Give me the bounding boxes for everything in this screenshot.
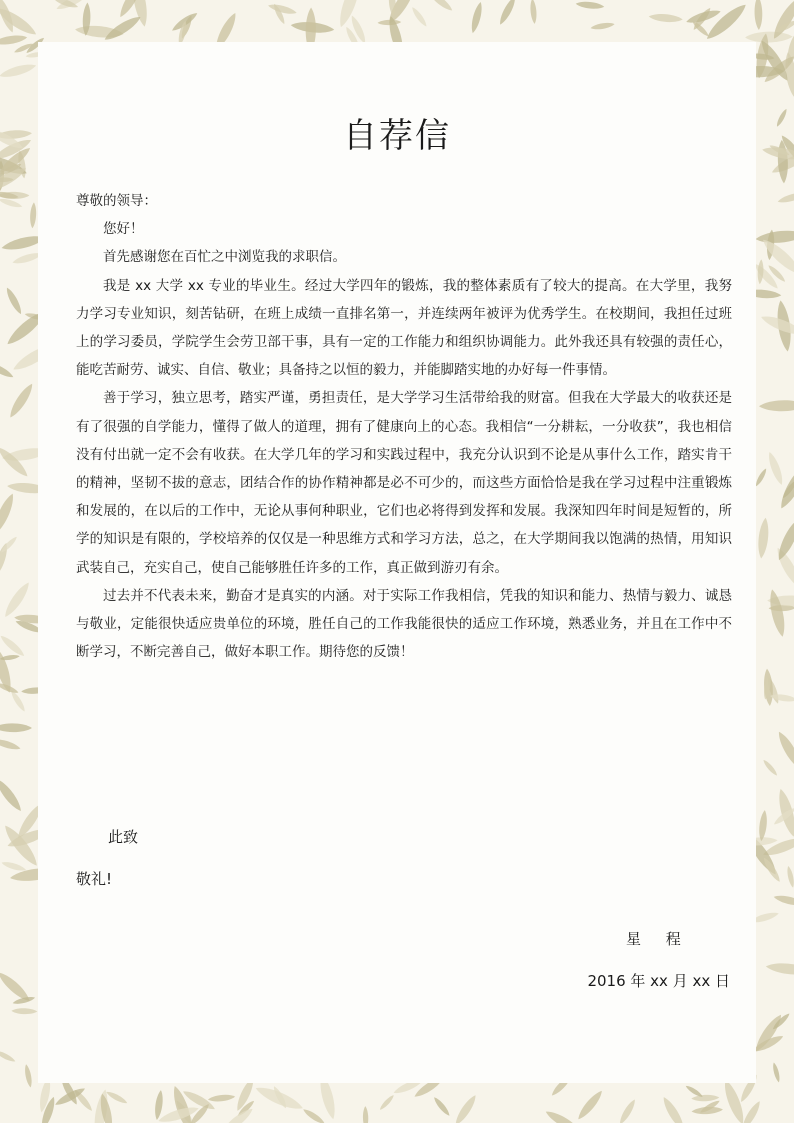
leaf-icon [761, 856, 782, 884]
leaf-icon [685, 1084, 704, 1099]
paragraph-2: 我是 xx 大学 xx 专业的毕业生。经过大学四年的锻炼，我的整体素质有了较大的提高。在大学里，我努力学习专业知识，刻苦钻研，在班上成绩一直排名第一，并连续两年被评为优秀学生。在校期间，我担任过班上的学习委员，学院学生会劳卫部干事，具有一定的工作能力和组织协调能力。此外我还具有较强的责任心，能吃苦耐劳、诚实、自信、敬业；具备持之以恒的毅力，并能脚踏实地的办好每一件事情。 [76, 277, 732, 379]
paragraph-4: 过去并不代表未来，勤奋才是真实的内涵。对于实际工作我相信，凭我的知识和能力、热情与毅力、诚恳与敬业，定能很快适应贵单位的环境，胜任自己的工作我能很快的适应工作环境，熟悉业务，并且在工作中不断学习，不断完善自己，做好本职工作。期待您的反馈！ [76, 587, 732, 661]
greeting: 尊敬的领导： [76, 193, 157, 209]
leaf-icon [720, 1078, 747, 1123]
leaf-icon [0, 776, 24, 814]
leaf-icon [774, 516, 794, 562]
leaf-icon [777, 190, 794, 205]
leaf-icon [7, 381, 36, 420]
leaf-icon [378, 1094, 395, 1112]
letter-body [76, 187, 732, 666]
leaf-icon [766, 451, 786, 487]
leaf-icon [754, 467, 768, 487]
leaf-icon [452, 1093, 478, 1123]
leaf-icon [0, 33, 28, 46]
leaf-icon [691, 1106, 723, 1115]
leaf-icon [0, 61, 37, 80]
page-title: 自荐信 [343, 116, 451, 156]
leaf-icon [755, 229, 794, 245]
salute-line: 敬礼! [76, 870, 113, 888]
leaf-icon [410, 6, 428, 28]
leaf-icon [432, 1096, 451, 1118]
leaf-icon [529, 0, 537, 24]
leaf-icon [426, 0, 454, 13]
leaf-icon [786, 865, 794, 888]
leaf-icon [703, 0, 750, 43]
signature: 星 程 [626, 930, 691, 948]
leaf-icon [253, 1083, 305, 1114]
paragraph-3: 善于学习，独立思考，踏实严谨，勇担责任，是大学学习生活带给我的财富。但我在大学最大的收获还是有了很强的自学能力，懂得了做人的道理，拥有了健康向上的心态。我相信“一分耕耘，一分收获”，我也相信没有付出就一定不会有收获。在大学几年的学习和实践过程中，我充分认识到不论是从事什么工作，踏实肯干的精神，坚韧不拔的意志，团结合作的协作精神都是必不可少的，而这些方面恰恰是我在学习过程中注重锻炼和发展的，在以后的工作中，无论从事何种职业，它们也必将得到发挥和发展。我深知四年时间是短暂的，所学的知识是有限的，学校培养的仅仅是一种思维方式和学习方法，总之，在大学期间我以饱满的热情，用知识武装自己，充实自己，使自己能够胜任许多的工作，真正做到游刃有余。 [76, 390, 732, 576]
paragraph-1: 首先感谢您在百忙之中浏览我的求职信。 [103, 249, 346, 266]
leaf-icon [775, 729, 794, 771]
hello-line: 您好！ [103, 221, 144, 238]
leaf-icon [759, 400, 794, 412]
leaf-icon [469, 1, 484, 34]
leaf-icon [267, 2, 297, 16]
date-line: 2016 年 xx 月 xx 日 [587, 972, 730, 990]
leaf-icon [0, 360, 15, 380]
leaf-icon [590, 21, 615, 30]
leaf-icon [4, 286, 24, 316]
leaf-icon [758, 810, 769, 842]
leaf-icon [544, 1108, 583, 1123]
leaf-icon [23, 1064, 33, 1088]
leaf-icon [105, 1090, 128, 1106]
leaf-icon [219, 1105, 255, 1123]
leaf-icon [757, 259, 764, 284]
leaf-icon [153, 1090, 164, 1121]
leaf-icon [363, 1106, 369, 1123]
leaf-icon [11, 1008, 37, 1015]
leaf-icon [1, 580, 32, 620]
leaf-icon [0, 723, 32, 732]
leaf-icon [0, 492, 17, 536]
leaf-icon [497, 0, 518, 26]
leaf-icon [765, 961, 794, 976]
closing-line: 此致 [108, 828, 139, 846]
leaf-icon [757, 517, 771, 559]
leaf-icon [773, 893, 794, 907]
leaf-icon [685, 7, 722, 25]
leaf-icon [648, 13, 683, 24]
leaf-icon [208, 1094, 236, 1103]
leaf-icon [660, 1095, 687, 1123]
leaf-icon [0, 633, 26, 658]
leaf-icon [1, 860, 27, 873]
leaf-icon [0, 1049, 16, 1064]
leaf-icon [691, 1094, 719, 1101]
leaf-icon [575, 1, 604, 10]
leaf-icon [575, 1088, 605, 1122]
leaf-icon [0, 737, 21, 752]
leaf-icon [0, 535, 19, 554]
leaf-icon [772, 1062, 782, 1083]
leaf-icon [29, 202, 36, 228]
leaf-icon [302, 1107, 327, 1123]
leaf-icon [762, 758, 779, 777]
leaf-icon [617, 1098, 637, 1123]
leaf-icon [754, 0, 763, 30]
